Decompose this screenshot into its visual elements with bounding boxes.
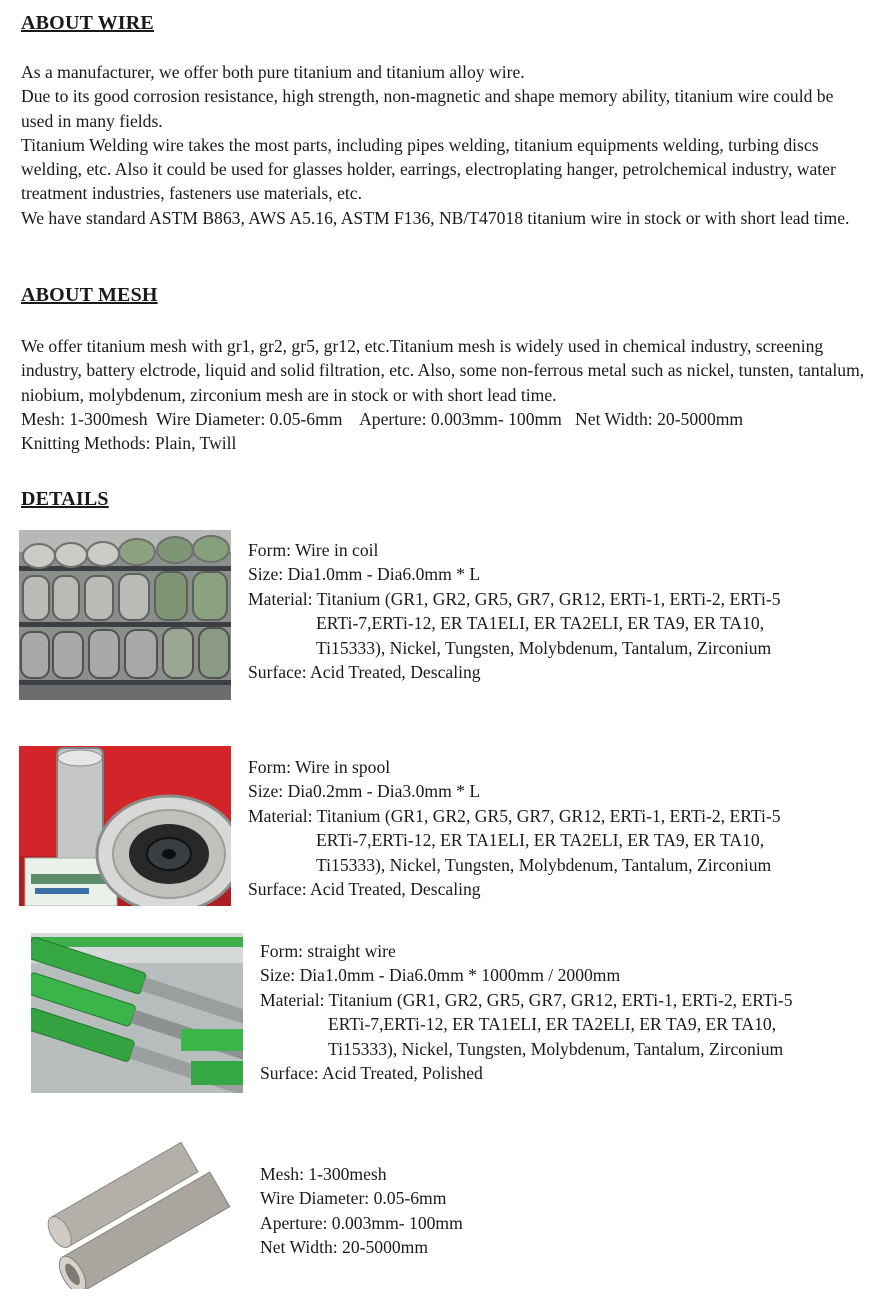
spec-material: Material: Titanium (GR1, GR2, GR5, GR7, GR12, ERTi-1, ERTi-2, ERTi-5	[248, 588, 781, 609]
spec-size: Size: Dia1.0mm - Dia6.0mm * L	[248, 564, 481, 585]
spec-material-continued: Ti15333), Nickel, Tungsten, Molybdenum, Tantalum, Zirconium	[316, 854, 772, 875]
spec-material-continued: Ti15333), Nickel, Tungsten, Molybdenum, Tantalum, Zirconium	[316, 637, 772, 658]
spec-form: Form: Wire in spool	[248, 757, 391, 777]
wire-coil-photo	[19, 530, 231, 700]
spec-net-width: Net Width: 20-5000mm	[260, 1237, 429, 1258]
straight-wire-specs	[260, 939, 793, 1085]
spec-size: Size: Dia0.2mm - Dia3.0mm * L	[248, 781, 481, 802]
spec-aperture: Aperture: 0.003mm- 100mm	[260, 1212, 463, 1233]
mesh-roll-specs	[260, 1162, 463, 1260]
spec-mesh: Mesh: 1-300mesh	[260, 1164, 387, 1184]
about-wire-paragraph: As a manufacturer, we offer both pure titanium and titanium alloy wire.	[21, 62, 525, 82]
about-wire-paragraph: We have standard ASTM B863, AWS A5.16, ASTM F136, NB/T47018 titanium wire in stock or with short lead time.	[21, 207, 850, 228]
about-wire-heading: ABOUT WIRE	[21, 12, 154, 34]
spec-material-continued: ERTi-7,ERTi-12, ER TA1ELI, ER TA2ELI, ER TA9, ER TA10,	[328, 1014, 777, 1035]
spec-material-continued: Ti15333), Nickel, Tungsten, Molybdenum, Tantalum, Zirconium	[328, 1038, 784, 1059]
spec-surface: Surface: Acid Treated, Descaling	[248, 879, 481, 900]
spec-form: Form: Wire in coil	[248, 540, 379, 560]
about-mesh-knitting: Knitting Methods: Plain, Twill	[21, 433, 237, 454]
about-mesh-text	[21, 334, 869, 455]
wire-spool-specs	[248, 755, 781, 901]
about-mesh-heading: ABOUT MESH	[21, 284, 158, 306]
spec-wire-diameter: Wire Diameter: 0.05-6mm	[260, 1188, 447, 1209]
wire-spool-photo	[19, 746, 231, 906]
straight-wire-photo	[31, 933, 243, 1093]
about-wire-paragraph: Titanium Welding wire takes the most parts, including pipes welding, titanium equipments welding, turbing discs welding, etc. Also it could be used for glasses holder, earrings, electroplating hanger, petrolchemical industry, water treatment industries, fasteners use materials, etc.	[21, 134, 836, 204]
about-mesh-paragraph: We offer titanium mesh with gr1, gr2, gr5, gr12, etc.Titanium mesh is widely used in chemical industry, screening industry, battery elctrode, liquid and solid filtration, etc. Also, some non-ferrous metal such as nickel, tunsten, tantalum, niobium, molybdenum, zirconium mesh are in stock or with short lead time.	[21, 336, 865, 405]
about-wire-text	[21, 60, 869, 230]
spec-surface: Surface: Acid Treated, Polished	[260, 1063, 483, 1084]
spec-material: Material: Titanium (GR1, GR2, GR5, GR7, GR12, ERTi-1, ERTi-2, ERTi-5	[248, 805, 781, 826]
details-heading: DETAILS	[21, 488, 109, 510]
about-mesh-specs: Mesh: 1-300mesh Wire Diameter: 0.05-6mm Aperture: 0.003mm- 100mm Net Width: 20-5000mm	[21, 408, 744, 429]
spec-material-continued: ERTi-7,ERTi-12, ER TA1ELI, ER TA2ELI, ER TA9, ER TA10,	[316, 830, 765, 851]
spec-surface: Surface: Acid Treated, Descaling	[248, 662, 481, 683]
spec-size: Size: Dia1.0mm - Dia6.0mm * 1000mm / 2000mm	[260, 965, 621, 986]
wire-coil-specs	[248, 538, 781, 684]
spec-material: Material: Titanium (GR1, GR2, GR5, GR7, GR12, ERTi-1, ERTi-2, ERTi-5	[260, 989, 793, 1010]
spec-material-continued: ERTi-7,ERTi-12, ER TA1ELI, ER TA2ELI, ER TA9, ER TA10,	[316, 613, 765, 634]
mesh-roll-photo	[31, 1134, 243, 1289]
spec-form: Form: straight wire	[260, 941, 396, 961]
about-wire-paragraph: Due to its good corrosion resistance, high strength, non-magnetic and shape memory ability, titanium wire could be used in many fields.	[21, 86, 834, 131]
